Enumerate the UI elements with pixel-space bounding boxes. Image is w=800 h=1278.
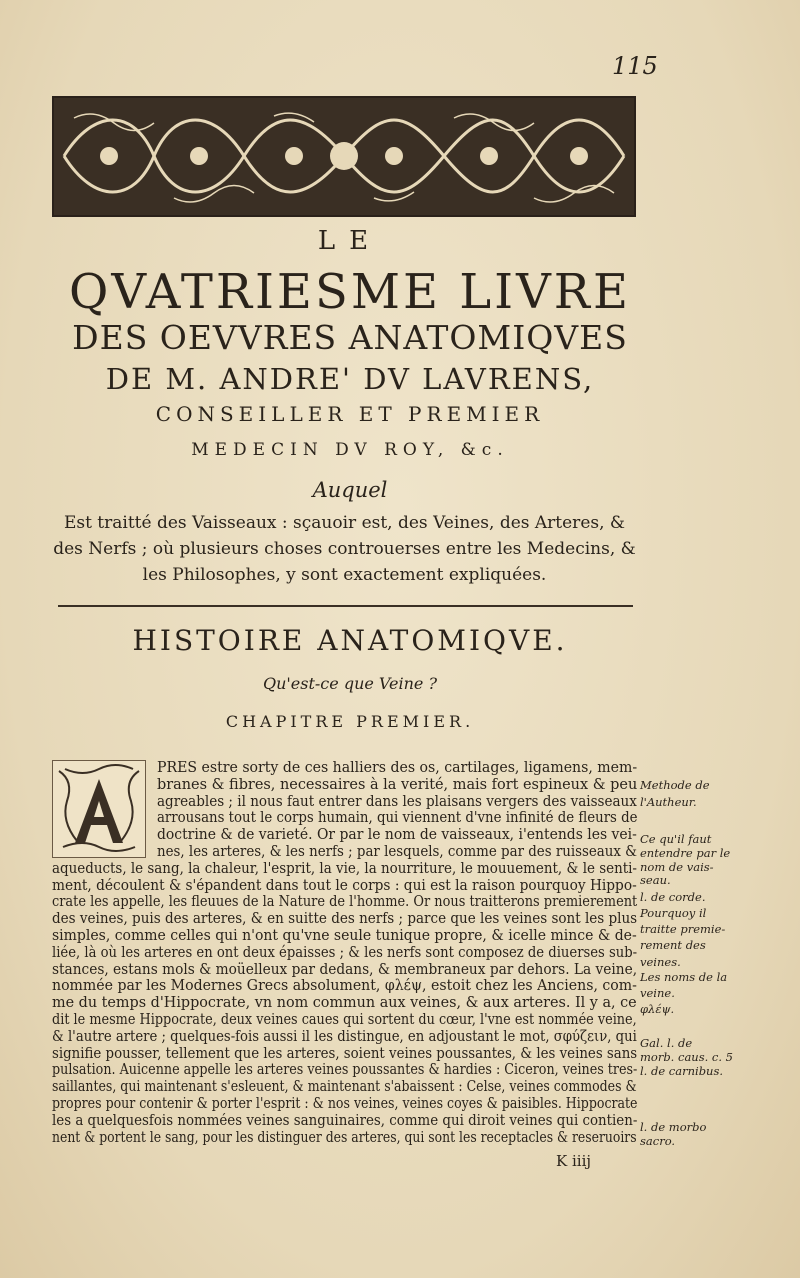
margin-note: l. de morbo — [640, 1120, 707, 1134]
signature-mark: K iiij — [556, 1152, 592, 1170]
margin-note: l'Autheur. — [640, 795, 697, 809]
margin-note: Pourquoy il — [640, 906, 707, 920]
margin-note: veine. — [640, 986, 675, 1000]
margin-note: entendre par le — [640, 846, 731, 860]
title-article: LE — [317, 226, 383, 256]
text-line: me du temps d'Hippocrate, vn nom commun aux veines, & aux arteres. Il y a, ce — [52, 995, 637, 1012]
auquel-heading: Auquel — [312, 478, 388, 502]
margin-note: veines. — [640, 955, 681, 969]
text-line: crate les appelle, les fleuues de la Nature de l'homme. Or nous traitterons premierement — [52, 894, 638, 911]
margin-note: l. de corde. — [640, 890, 706, 904]
text-line: & l'autre artere ; quelques-fois aussi il les distingue, en adjoustant le mot, σφύζειν, qui — [52, 1028, 637, 1045]
text-line: liée, là où les arteres en ont deux épaisses ; & les nerfs sont composez de diuerses sub- — [52, 944, 638, 961]
margin-note: Gal. l. de — [640, 1036, 693, 1050]
text-line: doctrine & de varieté. Or par le nom de vaisseaux, i'entends les vei- — [157, 827, 637, 844]
text-line: nes, les arteres, & les nerfs ; par lesquels, comme par des ruisseaux & — [157, 844, 638, 860]
text-line: propres pour contenir & porter l'esprit : & nos veines, veines coyes & paisibles. Hippocrate — [52, 1096, 638, 1112]
book-title: QVATRIESME LIVRE — [69, 264, 631, 320]
text-line: nommée par les Modernes Grecs absolument, φλέψ, estoit chez les Anciens, com- — [52, 978, 637, 995]
margin-note: seau. — [640, 873, 671, 887]
text-line: des veines, puis des arteres, & en suitte des nerfs ; parce que les veines sont les plus — [52, 911, 638, 928]
text-line: nent & portent le sang, pour les distinguer des arteres, qui sont les receptacles & reseruoirs — [52, 1129, 637, 1146]
text-line: signifie pousser, tellement que les arteres, soient veines poussantes, & les veines sans — [52, 1045, 638, 1062]
text-line: dit le mesme Hippocrate, deux veines caues qui sortent du cœur, l'vne est nommée veine, — [52, 1012, 637, 1028]
section-heading: HISTOIRE ANATOMIQVE. — [132, 624, 568, 657]
text-line: simples, comme celles qui n'ont qu'vne seule tunique propre, & icelle mince & de- — [52, 928, 637, 944]
section-question: Qu'est-ce que Veine ? — [262, 674, 438, 693]
margin-note: morb. caus. c. 5 — [640, 1050, 733, 1064]
margin-note: nom de vais- — [640, 860, 714, 874]
text-line: arrousans tout le corps humain, qui viennent d'vne infinité de fleurs de — [157, 810, 638, 827]
margin-note: Methode de — [640, 778, 710, 792]
text-line: saillantes, qui maintenant s'esleuent, & maintenant s'abaissent : Celse, veines commodes & — [52, 1079, 637, 1096]
margin-note: sacro. — [640, 1134, 676, 1148]
book-summary: Est traitté des Vaisseaux : sçauoir est, des Veines, des Arteres, & des Nerfs ; où plusieurs choses controuerses entre les Medecins, & les Philosophes, y sont exactement expliquées. — [53, 513, 636, 585]
text-line: PRES estre sorty de ces halliers des os, cartilages, ligamens, mem- — [157, 760, 638, 776]
page-number: 115 — [612, 52, 658, 80]
author-line: DE M. ANDRE' DV LAVRENS, — [105, 362, 595, 396]
margin-note: φλέψ. — [640, 1002, 675, 1016]
text-line: aqueducts, le sang, la chaleur, l'esprit, la vie, la nourriture, le mouuement, & le senti- — [52, 860, 637, 877]
text-line: les a quelquesfois nommées veines sanguinaires, comme qui diroit veines qui contien- — [52, 1112, 638, 1129]
margin-note: Les noms de la — [640, 970, 728, 984]
author-office: CONSEILLER ET PREMIER — [155, 402, 545, 426]
text-line: agreables ; il nous faut entrer dans les plaisans vergers des vaisseaux — [157, 793, 637, 810]
text-line: stances, estans mols & moüelleux par dedans, & membraneux par dehors. La veine, — [52, 961, 638, 978]
margin-note: rement des — [640, 938, 706, 952]
margin-note: traitte premie- — [640, 922, 726, 936]
text-line: branes & fibres, necessaires à la verité, mais fort espineux & peu — [157, 776, 638, 793]
chapter-heading: CHAPITRE PREMIER. — [225, 712, 475, 731]
author-office-2: MEDECIN DV ROY, &c. — [191, 440, 509, 460]
margin-note: Ce qu'il faut — [640, 832, 712, 846]
book-subtitle: DES OEVVRES ANATOMIQVES — [72, 318, 628, 357]
text-line: pulsation. Auicenne appelle les arteres veines poussantes & hardies : Ciceron, veines tres- — [52, 1062, 638, 1079]
margin-note: l. de carnibus. — [640, 1064, 724, 1078]
text-line: ment, découlent & s'épandent dans tout le corps : qui est la raison pourquoy Hippo- — [52, 877, 637, 894]
